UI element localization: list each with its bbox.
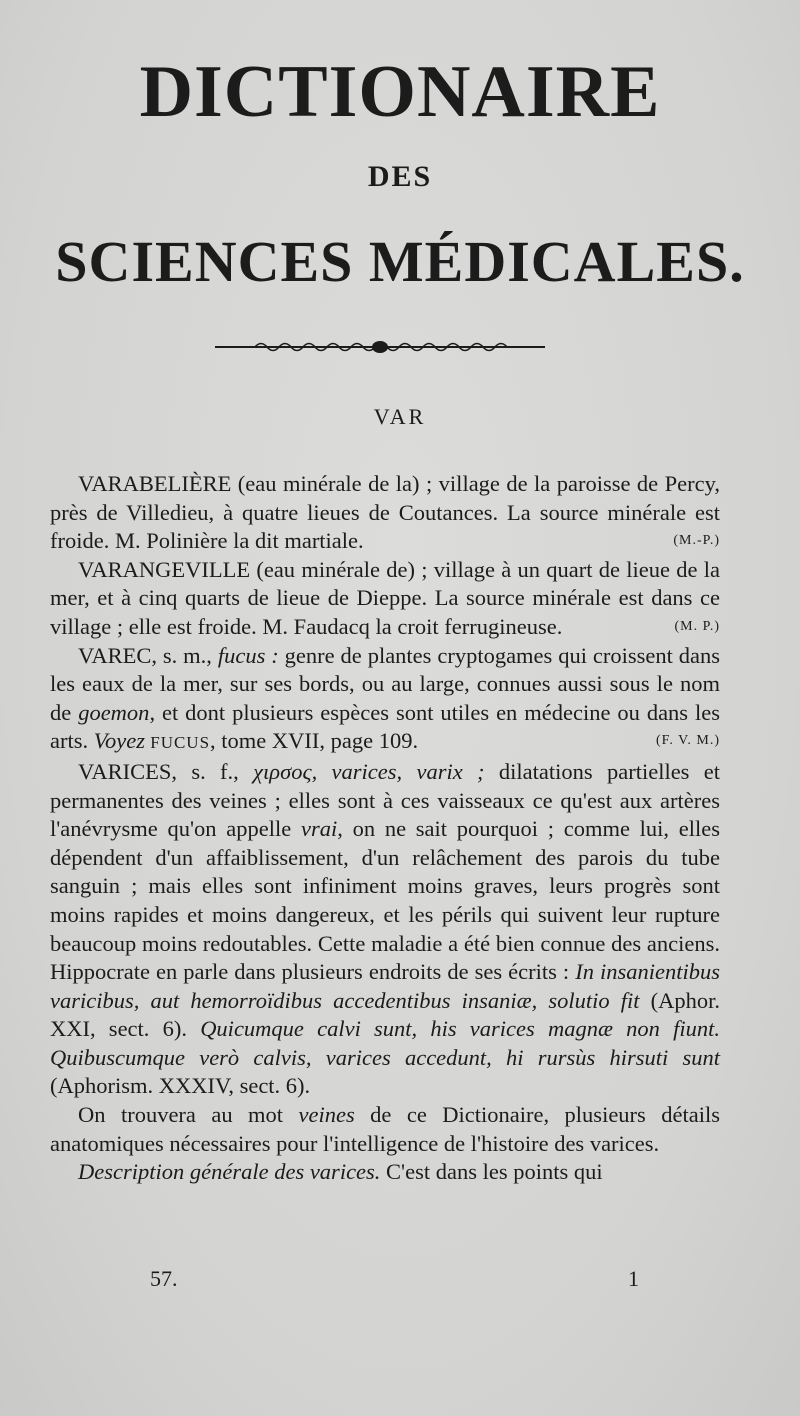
entry-varabeliere xyxy=(50,470,720,556)
entry-text: , et dont plusieurs espèces sont utiles en médecine ou dans les arts. xyxy=(50,699,720,754)
entry-text: (Aphorism. XXXIV, sect. 6). xyxy=(50,1073,311,1099)
entry-italic: vrai xyxy=(300,816,338,842)
section-heading: Description générale des varices. xyxy=(78,1159,381,1185)
entry-head: VARICES xyxy=(78,758,172,784)
entry-text: , on ne sait pourquoi ; comme lui, elles dépendent d'un affaiblissement, d'un relâchement des parois du tube sanguin ; mais elles sont infiniment moins graves, leurs progrès sont moins rapides et moins dangereux, et les périls qui suivent leur rupture beaucoup moins redoutables. Cette maladie a été bien connue des anciens. Hippocrate en parle dans plusieurs endroits de ses écrits : xyxy=(50,816,721,985)
entry-italic: veines xyxy=(298,1102,355,1128)
entry-head: VARABELIÈRE xyxy=(78,471,232,496)
entry-text: On trouvera au mot xyxy=(78,1102,299,1128)
paragraph-description xyxy=(50,1158,720,1187)
entry-head: VAREC xyxy=(78,642,152,668)
signature-mark: 1 xyxy=(628,1266,639,1291)
entry-text: (Aphor. XXI, sect. 6). xyxy=(50,987,720,1042)
entry-head: VARANGEVILLE xyxy=(78,556,251,582)
entry-italic: goemon xyxy=(78,699,150,725)
title-dictionaire: DICTIONAIRE xyxy=(139,51,661,133)
author-signature: (F. V. M.) xyxy=(656,733,720,749)
entry-text: C'est dans les points qui xyxy=(380,1159,603,1185)
entry-text: , tome XVII, page 109. xyxy=(210,728,419,754)
entry-italic: fucus : xyxy=(217,642,279,668)
entry-text: , s. m., xyxy=(151,642,218,668)
volume-number: 57. xyxy=(150,1266,178,1291)
entry-varices xyxy=(50,758,720,1101)
entry-text: (eau minérale de la) ; village de la paroisse de Percy, près de Villedieu, à quatre lieues de Coutances. La source minérale est froide. M. Polinière la dit martiale. xyxy=(50,471,720,554)
running-head: VAR xyxy=(373,404,427,429)
article-body xyxy=(50,470,720,1187)
entry-varec xyxy=(50,642,720,758)
author-signature: (M. P.) xyxy=(674,618,720,634)
entry-text: , s. f., xyxy=(171,758,254,784)
author-signature: (M.-P.) xyxy=(673,533,720,549)
entry-italic: Quicumque calvi sunt, his varices magnæ non fiunt. Quibuscumque verò calvis, varices accedunt, hi rursùs hirsuti sunt xyxy=(50,1016,720,1070)
entry-text: dilatations partielles et permanentes des veines ; elles sont à ces vaisseaux ce qu'est aux artères l'anévrysme qu'on appelle xyxy=(50,758,721,842)
ornament-divider-icon xyxy=(215,337,545,357)
entry-text: de ce Dictionaire, plusieurs détails anatomiques nécessaires pour l'intelligence de l'histoire des varices. xyxy=(50,1102,720,1156)
entry-italic: χιρσος, varices, varix ; xyxy=(253,758,485,784)
entry-text: (eau minérale de) ; village à un quart de lieue de la mer, et à cinq quarts de lieue de Dieppe. La source minérale est dans ce village ; elle est froide. M. Faudacq la croit ferrugineuse. xyxy=(50,556,720,639)
cross-reference: FUCUS xyxy=(144,733,211,753)
paragraph-veines xyxy=(50,1101,720,1158)
title-des: DES xyxy=(367,160,433,193)
entry-varangeville xyxy=(50,556,720,642)
entry-text: genre de plantes cryptogames qui croissent dans les eaux de la mer, sur ses bords, ou au large, connues aussi sous le nom de xyxy=(50,642,720,725)
entry-italic: In insanientibus varicibus, aut hemorroïdibus accedentibus insaniæ, solutio fit xyxy=(50,959,721,1013)
entry-italic: Voyez xyxy=(93,728,145,754)
title-sciences-medicales: SCIENCES MÉDICALES. xyxy=(55,229,745,294)
